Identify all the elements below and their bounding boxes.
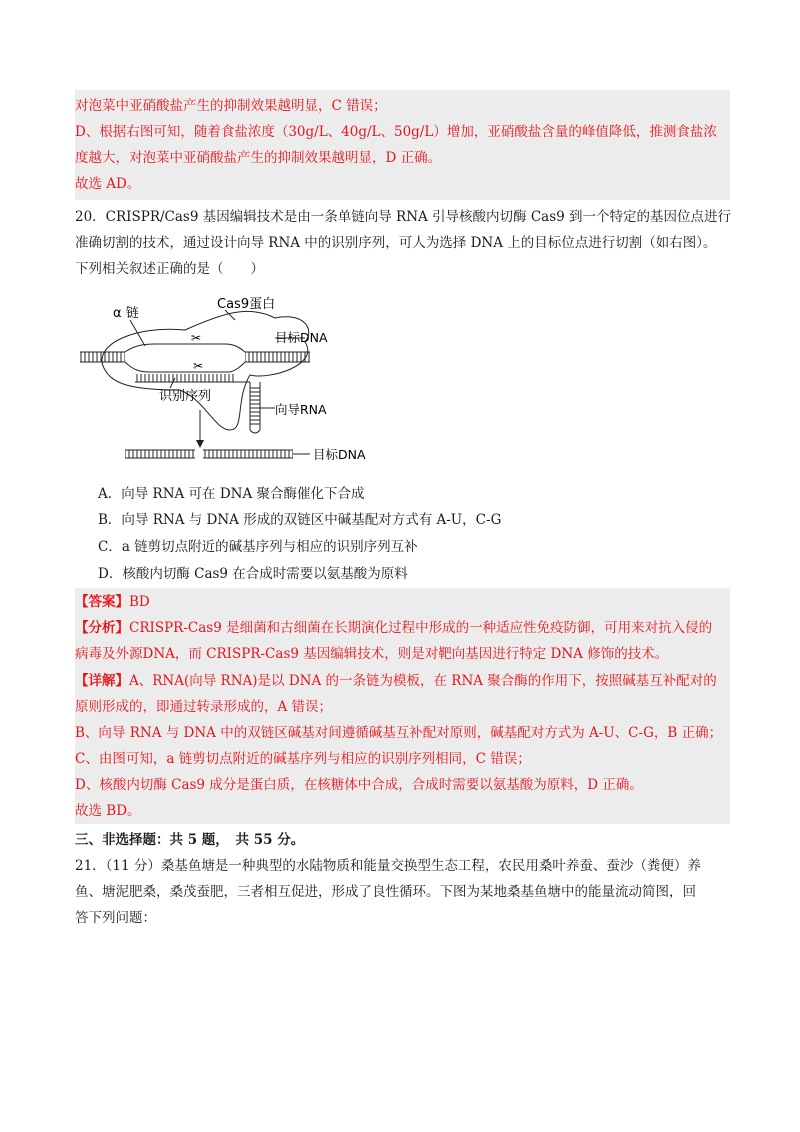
top-answer-line-3: 度越大，对泡菜中亚硝酸盐产生的抑制效果越明显，D 正确。 [75,150,442,166]
q20-detail-line-3: B、向导 RNA 与 DNA 中的双链区碱基对间遵循碱基互补配对原则，碱基配对方式为 A-U、C-G，B 正确； [75,725,723,741]
top-answer-line-4: 故选 AD。 [75,176,141,192]
q20-analysis-line-2: 病毒及外源DNA，而 CRISPR-Cas9 基因编辑技术，则是对靶向基因进行特定 DNA 修饰的技术。 [75,646,669,662]
dna-right-ladder [245,352,310,362]
scissors-icon-1: ✂ [191,331,202,345]
bottom-strand [125,362,245,372]
q20-detail-line-2: 原则形成的，即通过转录形成的，A 错误； [75,699,333,715]
q20-detail-line-5: D、核酸内切酶 Cas9 成分是蛋白质，在核糖体中合成，合成时需要以氨基酸为原料，D 正确。 [75,777,643,793]
label-recognition-seq: 识别序列 [159,389,212,404]
label-cas9: Cas9蛋白 [217,297,276,312]
label-alpha-chain: α 链 [113,306,139,321]
guide-hairpin [250,385,260,427]
q20-line-3: 下列相关叙述正确的是（ ） [75,261,264,277]
answer-tag: 【答案】 [75,594,129,610]
guide-pairing [135,374,235,382]
cut-dna-right [203,450,293,458]
crispr-cas9-diagram [75,290,395,475]
q20-option-c: C．a 链剪切点附近的碱基序列与相应的识别序列互补 [98,539,418,555]
q20-option-d: D．核酸内切酶 Cas9 在合成时需要以氨基酸为原料 [98,566,408,582]
top-answer-line-1: 对泡菜中亚硝酸盐产生的抑制效果越明显，C 错误； [75,98,387,114]
dna-left-ladder [80,352,125,362]
detail-tag: 【详解】 [75,673,129,689]
q21-line-3: 答下列问题： [75,910,156,926]
q20-analysis-line-1 [75,615,730,641]
analysis-text-1: CRISPR-Cas9 是细菌和古细菌在长期演化过程中形成的一种适应性免疫防御，可用来对抗入侵的 [129,620,713,636]
label-target-dna-bottom: 目标DNA [313,447,366,462]
q21-line-2: 鱼、塘泥肥桑，桑茂蚕肥，三者相互促进，形成了良性循环。下图为某地桑基鱼塘中的能量流动简图，回 [75,884,696,900]
cut-dna-left [125,450,195,458]
q20-answer-line [75,589,730,615]
q20-line-1: 20．CRISPR/Cas9 基因编辑技术是由一条单链向导 RNA 引导核酸内切酶 Cas9 到一个特定的基因位点进行 [75,209,732,225]
answer-text: BD [129,594,150,610]
analysis-tag: 【分析】 [75,620,129,636]
detail-text-1: A、RNA(向导 RNA)是以 DNA 的一条链为模板，在 RNA 聚合酶的作用下，按照碱基互补配对的 [129,673,717,689]
q21-line-1: 21．（11 分）桑基鱼塘是一种典型的水陆物质和能量交换型生态工程，农民用桑叶养蚕、蚕沙（粪便）养 [75,858,701,874]
alpha-strand [125,344,245,352]
q20-detail-line-6: 故选 BD。 [75,803,141,819]
q20-option-a: A．向导 RNA 可在 DNA 聚合酶催化下合成 [98,486,365,502]
arrow-down [196,440,204,448]
label-target-dna-top: 目标DNA [275,330,328,345]
label-guide-rna: 向导RNA [275,402,327,417]
q20-detail-line-4: C、由图可知，a 链剪切点附近的碱基序列与相应的识别序列相同，C 错误； [75,751,531,767]
scissors-icon-2: ✂ [193,359,204,373]
section3-heading: 三、非选择题：共 5 题， 共 55 分。 [75,832,305,848]
top-answer-line-2: D、根据右图可知，随着食盐浓度（30g/L、40g/L、50g/L）增加，亚硝酸盐含量的峰值降低，推测食盐浓 [75,124,717,140]
q20-option-b: B．向导 RNA 与 DNA 形成的双链区中碱基配对方式有 A-U，C-G [98,512,502,528]
q20-detail-line-1 [75,668,730,694]
q20-line-2: 准确切割的技术，通过设计向导 RNA 中的识别序列，可人为选择 DNA 上的目标位点进行切割（如右图）。 [75,235,717,251]
